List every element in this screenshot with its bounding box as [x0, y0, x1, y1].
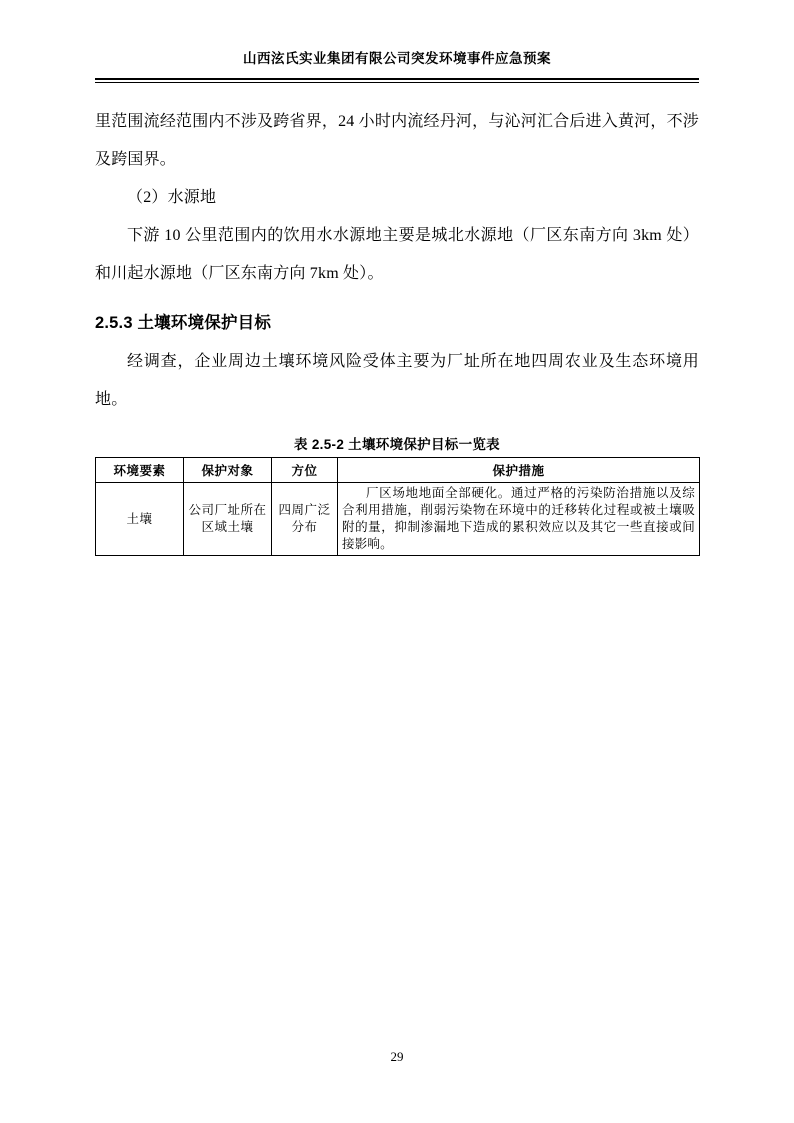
paragraph-water-source-detail: 下游 10 公里范围内的饮用水水源地主要是城北水源地（厂区东南方向 3km 处）和川起水源地（厂区东南方向 7km 处）。: [95, 227, 699, 282]
table-header-object: 保护对象: [184, 458, 272, 483]
table-caption: 表 2.5-2 土壤环境保护目标一览表: [294, 437, 500, 452]
cell-object: 公司厂址所在区域土壤: [184, 483, 272, 556]
paragraph-soil-receptors: 经调查，企业周边土壤环境风险受体主要为厂址所在地四周农业及生态环境用地。: [95, 353, 699, 408]
paragraph-river-scope: 里范围流经范围内不涉及跨省界，24 小时内流经丹河，与沁河汇合后进入黄河，不涉及跨国界。: [95, 113, 699, 168]
cell-element: 土壤: [96, 483, 184, 556]
table-row: [96, 483, 700, 556]
page-header: [95, 50, 699, 68]
table-header-element: 环境要素: [96, 458, 184, 483]
section-heading-soil-protection: 2.5.3 土壤环境保护目标: [95, 314, 272, 332]
page-content: [95, 103, 699, 556]
page-number: 29: [390, 1049, 404, 1064]
paragraph-water-source-label: （2）水源地: [127, 189, 217, 206]
table-header-measures: 保护措施: [338, 458, 700, 483]
cell-measures: 厂区场地地面全部硬化。通过严格的污染防治措施以及综合利用措施，削弱污染物在环境中的迁移转化过程或被土壤吸附的量，抑制渗漏地下造成的累积效应以及其它一些直接或间接影响。: [338, 483, 700, 556]
soil-protection-table: [95, 457, 700, 556]
header-title: 山西泫氏实业集团有限公司突发环境事件应急预案: [243, 51, 551, 66]
table-header-row: [96, 458, 700, 483]
header-rule-thick: [95, 78, 699, 80]
cell-direction: 四周广泛分布: [272, 483, 338, 556]
header-rule-thin: [95, 82, 699, 83]
table-header-direction: 方位: [272, 458, 338, 483]
